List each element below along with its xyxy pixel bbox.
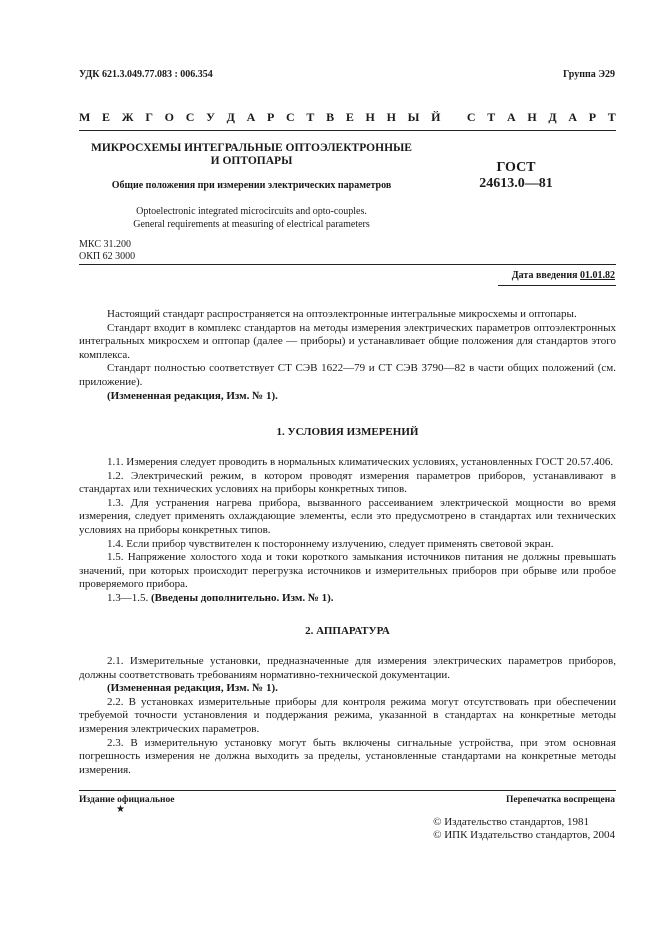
mks-code: МКС 31.200 [79,239,131,250]
banner-letter: С [466,110,476,124]
amendment-note: (Введены дополнительно. Изм. № 1). [151,591,334,604]
banner-letter: Р [588,110,597,124]
official-edition-label: Издание официальное [79,795,175,805]
copyright-1981: © Издательство стандартов, 1981 [433,816,590,828]
banner-letter: Й [431,110,441,124]
banner-letter: Ы [407,110,420,124]
intro-paragraph: Стандарт полностью соответствует СТ СЭВ 1622—79 и СТ СЭВ 3790—82 в части общих положений (см. приложение). [79,362,616,388]
banner-letter: Д [548,110,557,124]
banner-letter: Т [487,110,496,124]
banner-letter: Н [527,110,537,124]
banner-letter: Г [145,110,153,124]
banner-letter: В [326,110,335,124]
banner-letter: Р [266,110,275,124]
clause-1-1: 1.1. Измерения следует проводить в нормальных климатических условиях, установленных ГОСТ 20.57.406. [107,456,614,468]
english-title-line-2: General requirements at measuring of electrical parameters [133,219,370,230]
clause-1-amendment [79,592,616,606]
intro-paragraph: Стандарт входит в комплекс стандартов на методы измерения электрических параметров оптоэлектронных интегральных микросхем и оптопар (далее — приборы) и устанавливает общие положения для стандартов этого комплекса. [79,321,616,361]
banner-letter [452,110,455,125]
date-rule [498,285,616,286]
clause-range: 1.3—1.5. [107,591,149,604]
clause-2-1: 2.1. Измерительные установки, предназначенные для измерения электрических параметров приборов, должны соответствовать требованиям нормативно-технической документации. [79,655,616,681]
banner-letter: Н [386,110,396,124]
gost-number: 24613.0—81 [479,176,553,191]
star-icon: ★ [116,804,125,815]
title-line-2: И ОПТОПАРЫ [210,155,293,167]
amendment-note: (Измененная редакция, Изм. № 1). [107,682,278,695]
document-subtitle: Общие положения при измерении электрических параметров [111,180,392,191]
english-title-line-1: Optoelectronic integrated microcircuits and opto-couples. [136,206,367,217]
banner-rule [79,130,616,131]
introduction-date [512,270,615,281]
clause-2-2: 2.2. В установках измерительные приборы для контроля режима могут отсутствовать при обеспечении требуемой точности установления и поддержания режима, указанной в стандартах на конкретные методы измерения электрических параметров. [79,695,616,735]
banner-letter: С [286,110,295,124]
introduction [79,308,616,403]
clause-1-5: 1.5. Напряжение холостого хода и токи короткого замыкания источников питания не должны превышать значений, при которых происходит перегрузка источников и измерительных приборов при обрыве или пробое проверяемого прибора. [79,551,616,591]
group-code: Группа Э29 [563,69,615,80]
reprint-notice: Перепечатка воспрещена [505,795,615,805]
banner-letter: О [164,110,175,124]
section-2-body [79,655,616,777]
gost-designation [478,160,554,192]
introduction-date-label: Дата введения [511,270,578,281]
section-1-body [79,456,616,606]
intro-paragraph: Настоящий стандарт распространяется на оптоэлектронные интегральные микросхемы и оптопары. [107,308,577,320]
interstate-standard-banner [79,110,616,125]
classification-codes [79,239,135,263]
gost-label: ГОСТ [496,160,536,175]
title-line-1: МИКРОСХЕМЫ ИНТЕГРАЛЬНЫЕ ОПТОЭЛЕКТРОННЫЕ [91,142,412,154]
banner-letter: Е [102,110,111,124]
banner-letter: Т [607,110,616,124]
banner-letter: С [185,110,195,124]
document-title [79,142,424,168]
banner-letter: А [506,110,516,124]
banner-letter: Е [345,110,354,124]
banner-letter: Н [365,110,375,124]
section-1-heading: 1. УСЛОВИЯ ИЗМЕРЕНИЙ [276,426,419,438]
okp-code: ОКП 62 3000 [79,251,136,262]
copyright-2004: © ИПК Издательство стандартов, 2004 [433,829,615,841]
banner-letter: М [79,110,91,124]
banner-letter: А [246,110,256,124]
clause-2-3: 2.3. В измерительную установку могут быть включены сигнальные устройства, при этом основная погрешность измерения не должна выходить за пределы, установленные стандартами на конкретные методы измерения. [79,736,616,776]
header-rule [79,264,616,265]
amendment-note: (Измененная редакция, Изм. № 1). [107,389,278,402]
introduction-date-value: 01.01.82 [580,270,615,281]
banner-letter: Т [306,110,315,124]
udk-code: УДК 621.3.049.77.083 : 006.354 [79,69,213,80]
clause-1-2: 1.2. Электрический режим, в котором проводят измерения параметров приборов, устанавливают в стандартах или технических условиях на приборы конкретных типов. [79,469,616,496]
section-2-heading: 2. АППАРАТУРА [305,625,390,637]
banner-letter: Ж [121,110,134,124]
banner-letter: А [568,110,578,124]
clause-1-4: 1.4. Если прибор чувствителен к постороннему излучению, следует применять световой экран. [107,537,554,550]
footer-rule [79,790,616,791]
english-title [79,205,424,231]
banner-letter: У [206,110,215,124]
clause-1-3: 1.3. Для устранения нагрева прибора, вызванного рассеиванием электрической мощности во время измерения, следует применять охлаждающие элементы, если это предусмотрено в стандартах или технических условиях на приборы конкретных типов. [79,496,616,536]
copyright-block [433,816,615,842]
banner-letter: Д [226,110,235,124]
